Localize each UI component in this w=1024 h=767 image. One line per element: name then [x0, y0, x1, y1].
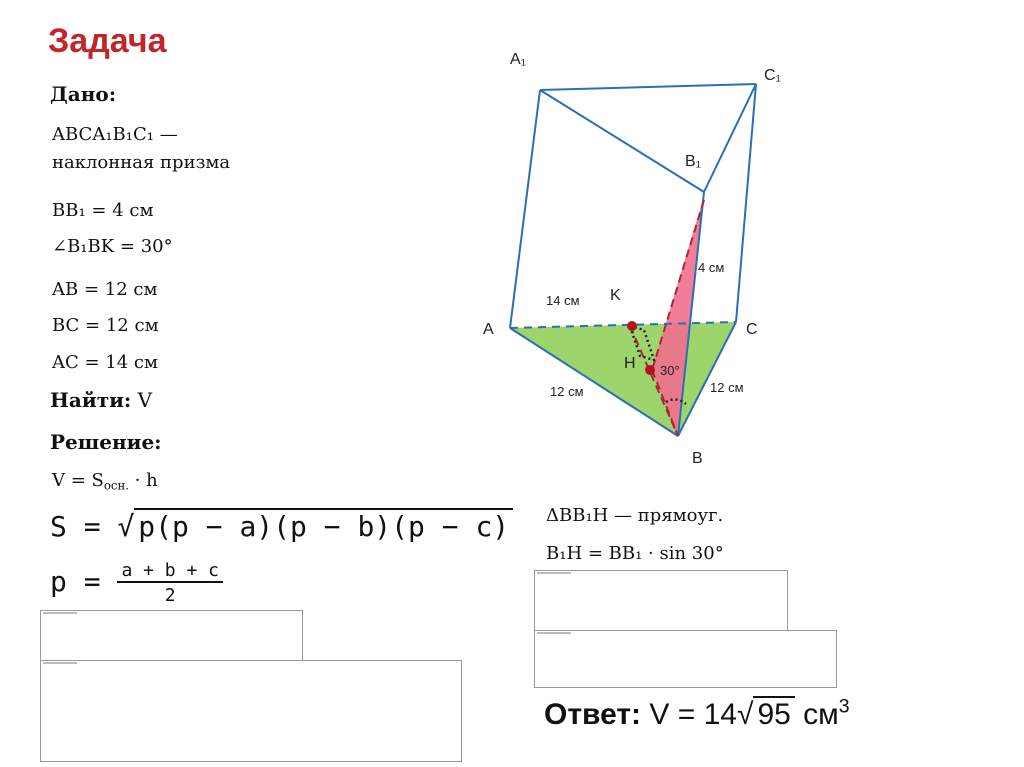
- answer-unit-power: 3: [838, 695, 850, 718]
- given-ac: AC = 14 см: [52, 352, 159, 373]
- semiper-denominator: 2: [164, 585, 176, 606]
- semiper-lhs: p =: [50, 565, 118, 598]
- prism-type: наклонная призма: [52, 152, 231, 173]
- given-header: Дано:: [50, 82, 117, 106]
- heron-lhs: S =: [50, 510, 118, 543]
- sqrt-sign: √: [117, 510, 135, 543]
- base-triangle: [510, 322, 736, 436]
- label-length-bc: 12 см: [710, 380, 744, 395]
- volume-formula-sub: осн.: [103, 478, 129, 493]
- label-length-ab: 12 см: [550, 384, 584, 399]
- volume-formula-lhs: V = S: [52, 470, 104, 491]
- solution-header: Решение:: [50, 430, 162, 454]
- edge-a1c1: [540, 84, 756, 90]
- label-h: H: [624, 355, 636, 372]
- given-ab: AB = 12 см: [52, 279, 158, 300]
- point-k: [627, 321, 637, 331]
- edge-a1b1: [540, 90, 704, 192]
- answer-radicand: 95: [753, 696, 794, 731]
- label-b1: B₁: [685, 153, 702, 170]
- edge-aa1: [510, 90, 540, 328]
- note-height: B₁H = BB₁ · sin 30°: [546, 543, 724, 564]
- point-h: [645, 365, 655, 375]
- find-value: V: [137, 388, 153, 412]
- label-length-bb1: 4 см: [698, 260, 725, 275]
- label-k: K: [610, 287, 621, 304]
- label-b: B: [692, 450, 703, 467]
- label-c1: C₁: [764, 67, 781, 84]
- prism-name: ABCA₁B₁C₁ —: [52, 124, 178, 145]
- label-c: C: [746, 321, 758, 338]
- find-header: Найти:: [50, 388, 132, 412]
- answer-label: Ответ:: [544, 698, 642, 731]
- answer-text: V = 14: [649, 698, 737, 731]
- answer-unit: см: [803, 698, 839, 731]
- page-title: Задача: [48, 22, 167, 60]
- answer-sqrt-sign: √: [736, 698, 754, 731]
- heron-radicand: p(p − a)(p − b)(p − c): [134, 508, 513, 543]
- label-angle: 30°: [660, 363, 680, 378]
- semiper-numerator: a + b + c: [117, 560, 223, 583]
- given-bb1: BB₁ = 4 см: [52, 200, 154, 221]
- label-a: A: [483, 321, 494, 338]
- label-length-ac: 14 см: [546, 293, 580, 308]
- note-triangle: ΔBB₁H — прямоуг.: [546, 505, 724, 526]
- volume-formula-tail: · h: [128, 470, 158, 491]
- label-a1: A₁: [510, 51, 527, 68]
- given-angle: ∠B₁BK = 30°: [52, 236, 173, 257]
- given-bc: BC = 12 см: [52, 315, 159, 336]
